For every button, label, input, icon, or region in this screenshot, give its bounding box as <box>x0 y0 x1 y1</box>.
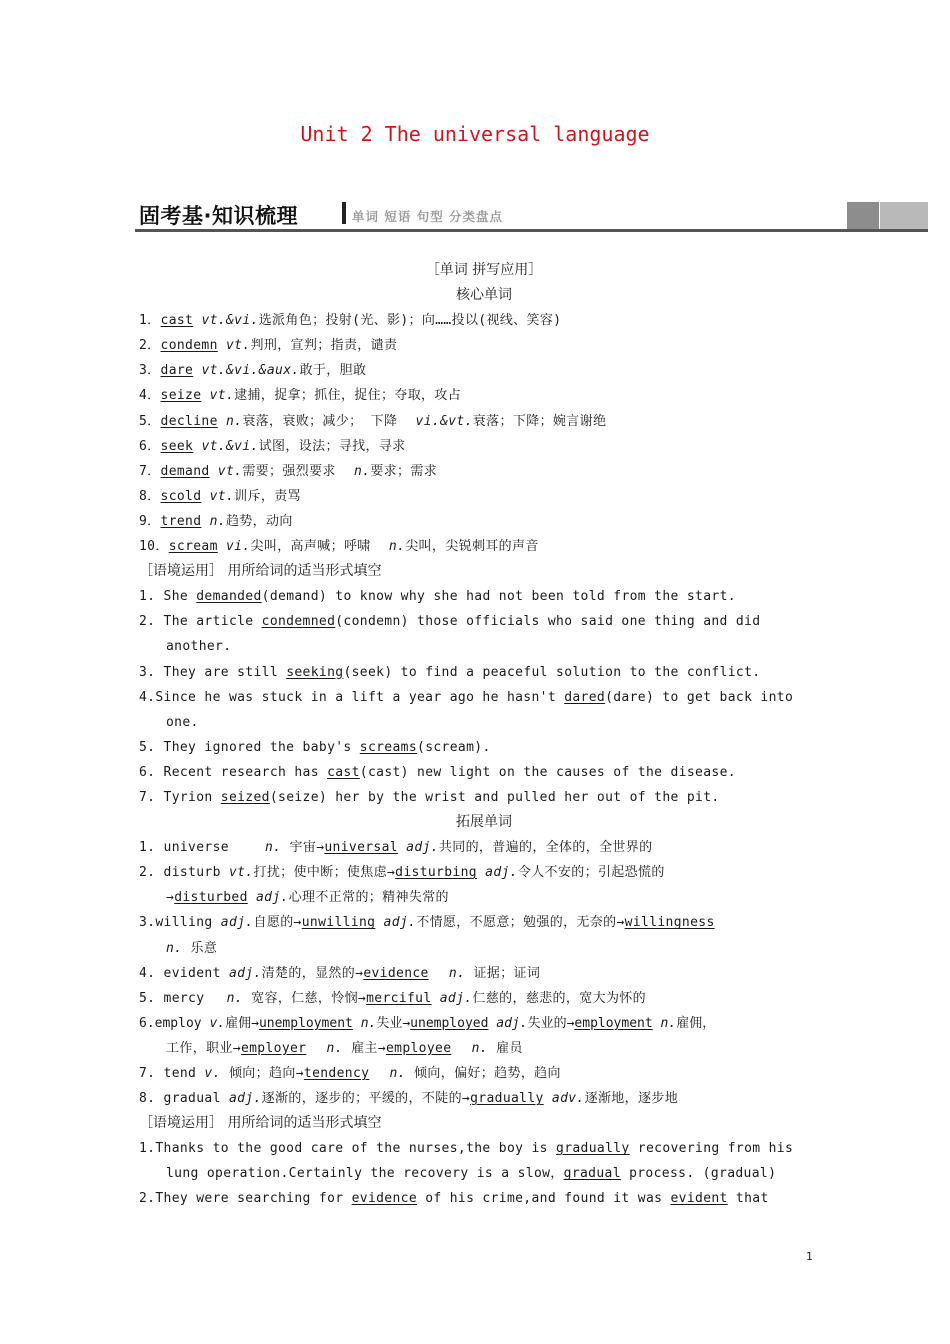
core-word-item <box>139 484 829 509</box>
core-word-item <box>139 308 829 333</box>
context1-item: 2. The article condemned(condemn) those officials who said one thing and did <box>139 614 761 630</box>
part-of-speech: vt.&vi.&aux. <box>201 363 300 379</box>
definition-2: 衰落；下降；婉言谢绝 <box>472 413 607 429</box>
context2-item-1: 1.Thanks to the good care of the nurses,the boy is gradually recovering from his <box>139 1141 794 1157</box>
answer-blank: seized <box>220 789 270 805</box>
ext-word-3-cont: n. 乐意 <box>166 940 218 956</box>
part-of-speech: n. <box>225 413 243 429</box>
definition: 敢于，胆敢 <box>299 363 367 379</box>
part-of-speech-2: vi.&vt. <box>415 413 473 429</box>
part-of-speech: vt.&vi. <box>201 313 259 329</box>
vocab-word: demand <box>160 463 210 479</box>
part-of-speech-2: n. <box>388 539 406 555</box>
core-word-item <box>139 534 829 559</box>
definition: 趋势，动向 <box>225 513 293 529</box>
core-words-heading: 核心单词 <box>456 287 512 304</box>
answer-blank: condemned <box>261 614 336 630</box>
context1-item: 5. They ignored the baby's screams(scream). <box>139 739 491 755</box>
context2-item-1-cont: lung operation.Certainly the recovery is a slow，gradual process. (gradual) <box>166 1166 777 1182</box>
vocab-word: dare <box>160 363 194 379</box>
page-number: 1 <box>806 1250 813 1263</box>
definition: 选派角色；投射(光、影)；向……投以(视线、笑容) <box>258 313 562 329</box>
ext-word-3: 3.willing adj.自愿的→unwilling adj.不情愿，不愿意；勉强的，无奈的→willingness <box>139 915 715 931</box>
part-of-speech: vt. <box>225 338 251 354</box>
section-heading: ［单词 拼写应用］ <box>425 262 543 278</box>
core-word-item <box>139 358 829 383</box>
banner-block-dark <box>847 202 879 229</box>
core-word-item <box>139 333 829 358</box>
context1-item: 4.Since he was stuck in a lift a year ago he hasn't dared(dare) to get back into <box>139 689 794 705</box>
item-number: 5． <box>139 413 161 429</box>
vocab-word: decline <box>160 413 218 429</box>
vocab-word: trend <box>160 513 202 529</box>
item-number: 8． <box>139 488 161 504</box>
part-of-speech: n. <box>209 513 226 529</box>
context1-item-cont: another. <box>166 639 232 655</box>
answer-blank: screams <box>359 739 418 755</box>
ext-word-2: 2. disturb vt.打扰；使中断；使焦虑→disturbing adj.令人不安的；引起恐慌的 <box>139 865 665 881</box>
core-word-list <box>139 308 829 559</box>
banner-subtitle: 单词 短语 句型 分类盘点 <box>352 209 504 224</box>
ext-word-4: 4. evident adj.清楚的，显然的→evidence n. 证据；证词 <box>139 965 541 981</box>
core-word-item <box>139 509 829 534</box>
definition: 判刑，宣判；指责，谴责 <box>250 338 398 354</box>
part-of-speech: vt. <box>209 388 235 404</box>
core-word-item <box>139 459 829 484</box>
page-title: Unit 2 The universal language <box>300 122 650 146</box>
item-number: 4． <box>139 388 161 404</box>
item-number: 3． <box>139 363 161 379</box>
item-number: 10． <box>139 539 169 555</box>
vocab-word: scold <box>160 488 202 504</box>
ext-word-6-cont: 工作，职业→employer n. 雇主→employee n. 雇员 <box>166 1040 523 1056</box>
vocab-word: scream <box>168 539 218 555</box>
definition: 需要；强烈要求 <box>242 463 336 479</box>
definition: 衰落，衰败；减少； 下降 <box>242 413 398 429</box>
core-word-item <box>139 434 829 459</box>
item-number: 1． <box>139 313 161 329</box>
definition: 尖叫，高声喊；呼啸 <box>250 539 371 555</box>
ext-word-2-cont: →disturbed adj.心理不正常的；精神失常的 <box>166 890 449 906</box>
definition-2: 尖叫，尖锐刺耳的声音 <box>405 539 539 555</box>
part-of-speech-2: n. <box>353 463 371 479</box>
definition: 训斥，责骂 <box>234 488 301 504</box>
banner-rule <box>135 229 928 232</box>
ext-word-7: 7. tend v. 倾向；趋向→tendency n. 倾向，偏好；趋势，趋向 <box>139 1066 561 1081</box>
ext-word-8: 8. gradual adj.逐渐的，逐步的；平缓的，不陡的→gradually adv.逐渐地，逐步地 <box>139 1091 679 1107</box>
part-of-speech: vt. <box>217 463 243 479</box>
context1-item: 6. Recent research has cast(cast) new light on the causes of the disease. <box>139 764 736 780</box>
ext-word-5: 5. mercy n. 宽容，仁慈，怜悯→merciful adj.仁慈的，慈悲的，宽大为怀的 <box>139 990 646 1006</box>
context1-item-cont: one. <box>166 714 199 730</box>
context-exercise-1 <box>139 584 829 810</box>
definition: 逮捕，捉拿；抓住，捉住；夺取，攻占 <box>234 388 462 404</box>
definition: 试图，设法；寻找，寻求 <box>258 438 406 454</box>
context1-item: 3. They are still seeking(seek) to find a peaceful solution to the conflict. <box>139 664 761 680</box>
core-word-item <box>139 409 829 434</box>
core-word-item <box>139 383 829 408</box>
ext-word-6: 6.employ v.雇佣→unemployment n.失业→unemployed adj.失业的→employment n.雇佣， <box>139 1015 716 1031</box>
context2-item-2: 2.They were searching for evidence of his crime,and found it was evident that <box>139 1191 769 1207</box>
context-heading-2: ［语境运用］ 用所给词的适当形式填空 <box>139 1115 382 1132</box>
part-of-speech: vi. <box>225 539 251 555</box>
part-of-speech: vt.&vi. <box>201 438 259 454</box>
banner-block-light <box>880 202 928 229</box>
item-number: 2． <box>139 338 161 354</box>
item-number: 7． <box>139 463 161 479</box>
item-number: 6． <box>139 438 161 454</box>
section-banner <box>135 200 928 232</box>
worksheet-content <box>139 258 829 1212</box>
part-of-speech: vt. <box>209 488 235 504</box>
vocab-word: seek <box>160 438 194 454</box>
ext-word-1: 1. universe n. 宇宙→universal adj.共同的，普遍的，全体的，全世界的 <box>139 840 653 856</box>
context-heading-1: ［语境运用］ 用所给词的适当形式填空 <box>139 563 382 580</box>
answer-blank: dared <box>564 689 606 705</box>
definition-2: 要求；需求 <box>370 463 438 479</box>
answer-blank: cast <box>327 764 360 780</box>
context1-item: 1. She demanded(demand) to know why she had not been told from the start. <box>139 589 736 605</box>
answer-blank: seeking <box>286 664 344 680</box>
vocab-word: cast <box>160 313 194 329</box>
extended-words-heading: 拓展单词 <box>456 814 512 831</box>
vocab-word: seize <box>160 388 202 404</box>
answer-blank: demanded <box>196 589 262 605</box>
vocab-word: condemn <box>160 338 218 354</box>
banner-title: 固考基·知识梳理 <box>139 204 298 228</box>
item-number: 9． <box>139 513 161 529</box>
banner-divider <box>342 202 346 224</box>
context1-item: 7. Tyrion seized(seize) her by the wrist and pulled her out of the pit. <box>139 789 720 805</box>
